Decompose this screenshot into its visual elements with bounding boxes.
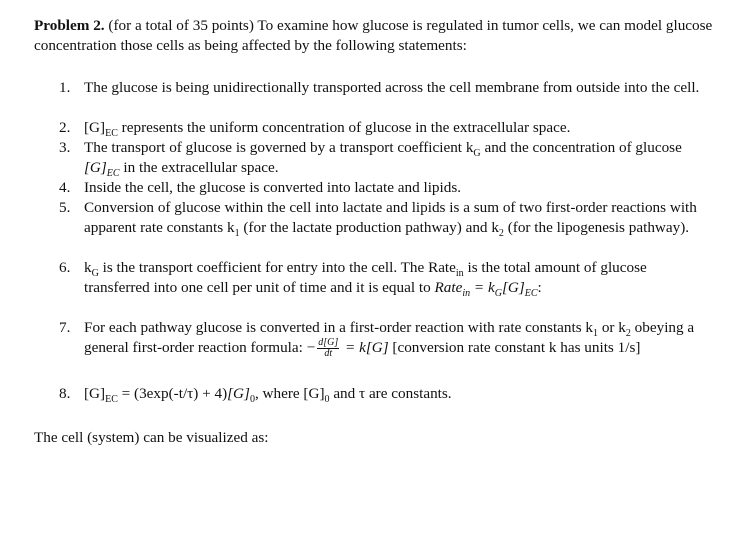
statement-text: The transport of glucose is governed by a transport coefficient $k_G$ and the concentration of glucose $[G]_{EC}$ in the extracellular space. [84,139,682,180]
statement-number: 1. [59,79,71,96]
statement-number: 8. [59,385,71,402]
statement-number: 6. [59,259,71,276]
problem-intro [34,16,724,56]
problem-document [34,16,724,446]
statement-text: The glucose is being unidirectionally transported across the cell membrane from outside into the cell. [84,79,700,96]
statement-text: $k_G$ is the transport coefficient for entry into the cell. The Rate$_{in}$ is the total amount of glucose transferred into one cell per unit of time and it is equal to Rate$_{in}$ = $k_G[G]_{EC}$: [84,259,647,300]
statement-number: 4. [59,179,71,196]
problem-label: Problem 2. [34,17,105,34]
statement-number: 3. [59,139,71,156]
statement-number: 5. [59,199,71,216]
statement-text: For each pathway glucose is converted in a first-order reaction with rate constants $k_1$ or $k_2$ obeying a general first-order reaction formula: − $\frac{d[G]}{dt}$ = k[G] [conversion rate constant k has units 1/s] [84,319,695,360]
statement-text: $[G]_{EC} = (3\exp(-t/\tau) + 4)[G]_0$, where $[G]_0$ and τ are constants. [84,385,452,406]
statement-text: Conversion of glucose within the cell into lactate and lipids is a sum of two first-order reactions with apparent rate constants $k_1$ (for the lactate production pathway) and $k_2$ (for the lipogenesis pathway). [84,199,697,240]
statement-number: 7. [59,319,71,336]
derivative-fraction: $\frac{d[G]}{dt}$ [318,337,339,360]
problem-intro-text: (for a total of 35 points) To examine how glucose is regulated in tumor cells, we can model glucose concentration those cells as being affected by the following statements: [34,17,713,54]
statement-number: 2. [59,119,71,136]
statement-text: Inside the cell, the glucose is converted into lactate and lipids. [84,179,462,196]
statement-text: $[G]_{EC}$ represents the uniform concentration of glucose in the extracellular space. [84,119,571,140]
closing-text: The cell (system) can be visualized as: [34,429,269,446]
